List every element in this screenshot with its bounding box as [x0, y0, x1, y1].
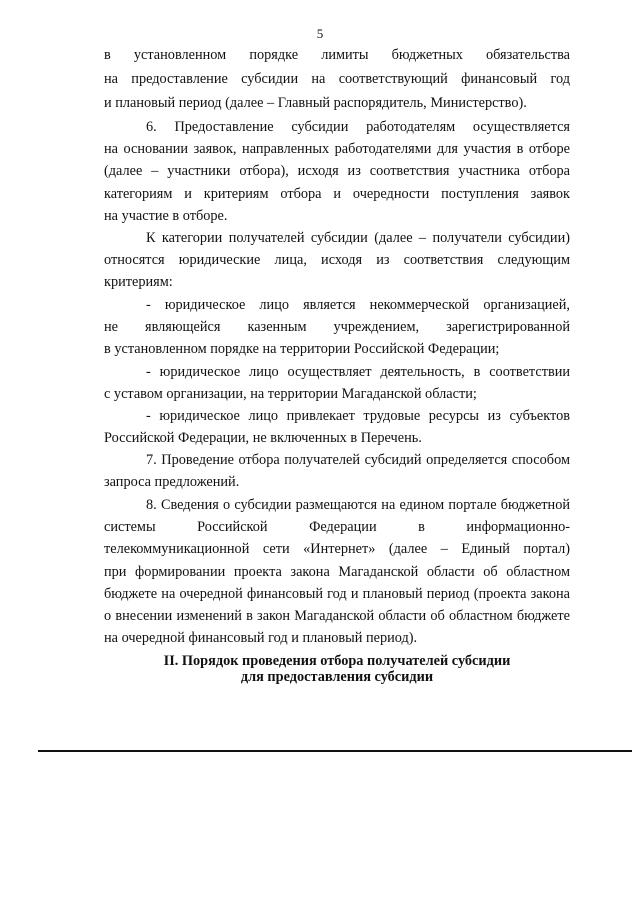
- text-line: не являющейся казенным учреждением, зарегистрированной: [104, 319, 570, 335]
- text-line: с уставом организации, на территории Магаданской области;: [104, 386, 477, 402]
- text-line: в установленном порядке лимиты бюджетных обязательства: [104, 47, 570, 63]
- section-heading: для предоставления субсидии: [240, 669, 434, 685]
- text-line: на основании заявок, направленных работодателями для участия в отборе: [104, 141, 570, 157]
- page-number: 5: [316, 26, 324, 41]
- text-line: - юридическое лицо является некоммерческой организацией,: [146, 297, 570, 313]
- text-line: о внесении изменений в закон Магаданской области об областном бюджете: [104, 608, 570, 624]
- text-line: на участие в отборе.: [104, 208, 228, 224]
- text-line: 8. Сведения о субсидии размещаются на едином портале бюджетной: [146, 497, 570, 513]
- text-line: категориям и критериям отбора и очередности поступления заявок: [104, 186, 570, 202]
- text-line: в установленном порядке на территории Российской Федерации;: [104, 341, 500, 357]
- text-line: и плановый период (далее – Главный распорядитель, Министерство).: [104, 95, 527, 111]
- text-line: Российской Федерации, не включенных в Перечень.: [104, 430, 422, 446]
- text-line: критериям:: [104, 274, 173, 290]
- text-line: - юридическое лицо привлекает трудовые ресурсы из субъектов: [146, 408, 570, 424]
- text-line: системы Российской Федерации в информационно-: [104, 519, 570, 535]
- text-line: при формировании проекта закона Магаданской области об областном: [104, 564, 570, 580]
- text-line: на предоставление субсидии на соответствующий финансовый год: [104, 71, 570, 87]
- text-line: 6. Предоставление субсидии работодателям осуществляется: [146, 119, 570, 135]
- text-line: относятся юридические лица, исходя из соответствия следующим: [104, 252, 570, 268]
- text-line: (далее – участники отбора), исходя из соответствия участника отбора: [104, 163, 570, 179]
- text-line: - юридическое лицо осуществляет деятельность, в соответствии: [146, 364, 570, 380]
- text-line: 7. Проведение отбора получателей субсидий определяется способом: [146, 452, 570, 468]
- page-bottom-rule: [38, 750, 632, 752]
- text-line: запроса предложений.: [104, 474, 240, 490]
- text-line: К категории получателей субсидии (далее – получатели субсидии): [146, 230, 570, 246]
- text-line: на очередной финансовый год и плановый период).: [104, 630, 418, 646]
- text-line: бюджете на очередной финансовый год и плановый период (проекта закона: [104, 586, 570, 602]
- section-heading: II. Порядок проведения отбора получателей субсидии: [163, 653, 511, 669]
- text-line: телекоммуникационной сети «Интернет» (далее – Единый портал): [104, 541, 570, 557]
